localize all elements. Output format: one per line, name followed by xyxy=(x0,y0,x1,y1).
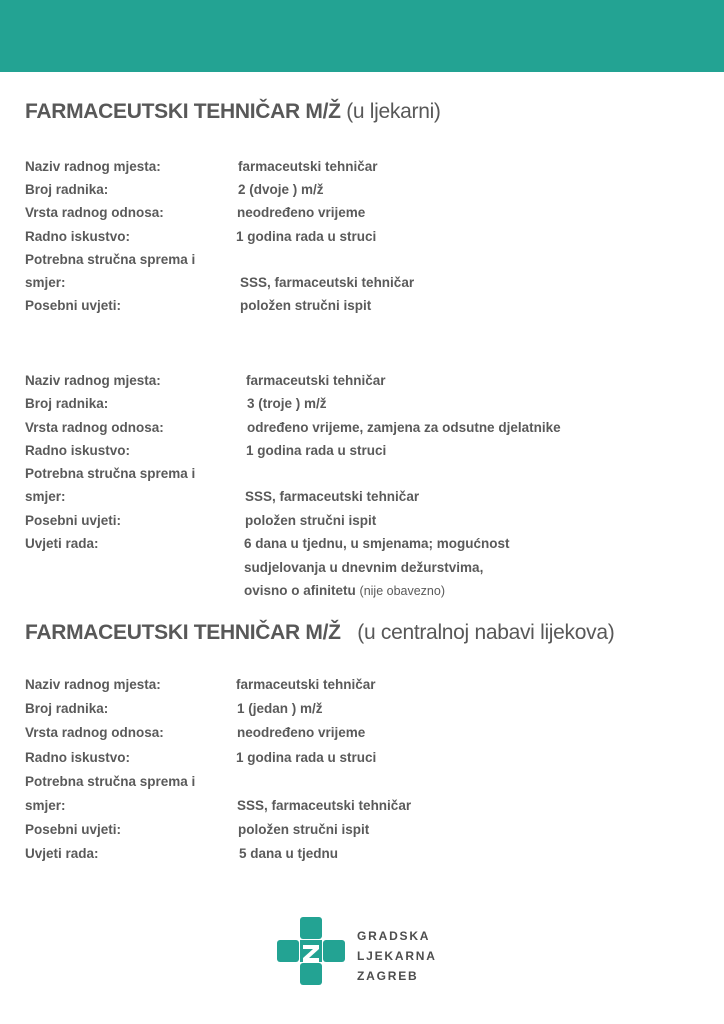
label-broj: Broj radnika: xyxy=(25,701,109,716)
value-broj: 1 (jedan ) m/ž xyxy=(237,701,323,716)
label-sprema: Potrebna stručna sprema i xyxy=(25,774,196,789)
value-naziv: farmaceutski tehničar xyxy=(236,677,376,692)
gradska-ljekarna-logo xyxy=(276,916,436,988)
section-title-ljekarna: FARMACEUTSKI TEHNIČAR M/Ž (u ljekarni) xyxy=(25,100,441,123)
value-uvjeti-rada: 5 dana u tjednu xyxy=(239,846,339,861)
logo-line-3: ZAGREB xyxy=(357,969,419,983)
label-sprema: Potrebna stručna sprema i xyxy=(25,466,196,481)
label-uvjeti-rada: Uvjeti rada: xyxy=(25,846,99,861)
logo-line-2: LJEKARNA xyxy=(357,949,437,963)
header-bar xyxy=(0,0,724,72)
value-uvjeti: položen stručni ispit xyxy=(238,822,370,837)
label-broj: Broj radnika: xyxy=(25,182,109,197)
label-uvjeti: Posebni uvjeti: xyxy=(25,298,122,313)
label-broj: Broj radnika: xyxy=(25,396,109,411)
label-smjer: smjer: xyxy=(25,798,66,813)
label-vrsta: Vrsta radnog odnosa: xyxy=(25,420,164,435)
value-sprema: SSS, farmaceutski tehničar xyxy=(240,275,415,290)
value-naziv: farmaceutski tehničar xyxy=(238,159,378,174)
value-uvjeti-rada-1: 6 dana u tjednu, u smjenama; mogućnost xyxy=(244,536,510,551)
value-vrsta: neodređeno vrijeme xyxy=(237,725,366,740)
value-iskustvo: 1 godina rada u struci xyxy=(236,750,377,765)
section-title-centralna-nabava: FARMACEUTSKI TEHNIČAR M/Ž (u centralnoj nabavi lijekova) xyxy=(25,621,615,644)
value-sprema: SSS, farmaceutski tehničar xyxy=(245,489,420,504)
label-iskustvo: Radno iskustvo: xyxy=(25,229,131,244)
label-uvjeti: Posebni uvjeti: xyxy=(25,822,122,837)
label-iskustvo: Radno iskustvo: xyxy=(25,443,131,458)
logo-line-1: GRADSKA xyxy=(357,929,431,943)
label-iskustvo: Radno iskustvo: xyxy=(25,750,131,765)
value-broj: 3 (troje ) m/ž xyxy=(247,396,327,411)
label-sprema: Potrebna stručna sprema i xyxy=(25,252,196,267)
label-uvjeti-rada: Uvjeti rada: xyxy=(25,536,99,551)
value-naziv: farmaceutski tehničar xyxy=(246,373,386,388)
value-uvjeti-rada-2: sudjelovanja u dnevnim dežurstvima, xyxy=(244,560,484,575)
value-vrsta: neodređeno vrijeme xyxy=(237,205,366,220)
value-broj: 2 (dvoje ) m/ž xyxy=(238,182,324,197)
label-vrsta: Vrsta radnog odnosa: xyxy=(25,205,164,220)
value-vrsta: određeno vrijeme, zamjena za odsutne djelatnike xyxy=(247,420,561,435)
value-iskustvo: 1 godina rada u struci xyxy=(246,443,387,458)
label-vrsta: Vrsta radnog odnosa: xyxy=(25,725,164,740)
value-iskustvo: 1 godina rada u struci xyxy=(236,229,377,244)
label-naziv: Naziv radnog mjesta: xyxy=(25,677,161,692)
label-naziv: Naziv radnog mjesta: xyxy=(25,159,161,174)
pharmacy-cross-z-logo-icon xyxy=(276,916,348,988)
label-naziv: Naziv radnog mjesta: xyxy=(25,373,161,388)
label-uvjeti: Posebni uvjeti: xyxy=(25,513,122,528)
label-smjer: smjer: xyxy=(25,275,66,290)
logo-text xyxy=(357,926,437,986)
value-uvjeti: položen stručni ispit xyxy=(240,298,372,313)
value-uvjeti-rada-3: ovisno o afinitetu (nije obavezno) xyxy=(244,583,445,598)
value-sprema: SSS, farmaceutski tehničar xyxy=(237,798,412,813)
label-smjer: smjer: xyxy=(25,489,66,504)
value-uvjeti: položen stručni ispit xyxy=(245,513,377,528)
